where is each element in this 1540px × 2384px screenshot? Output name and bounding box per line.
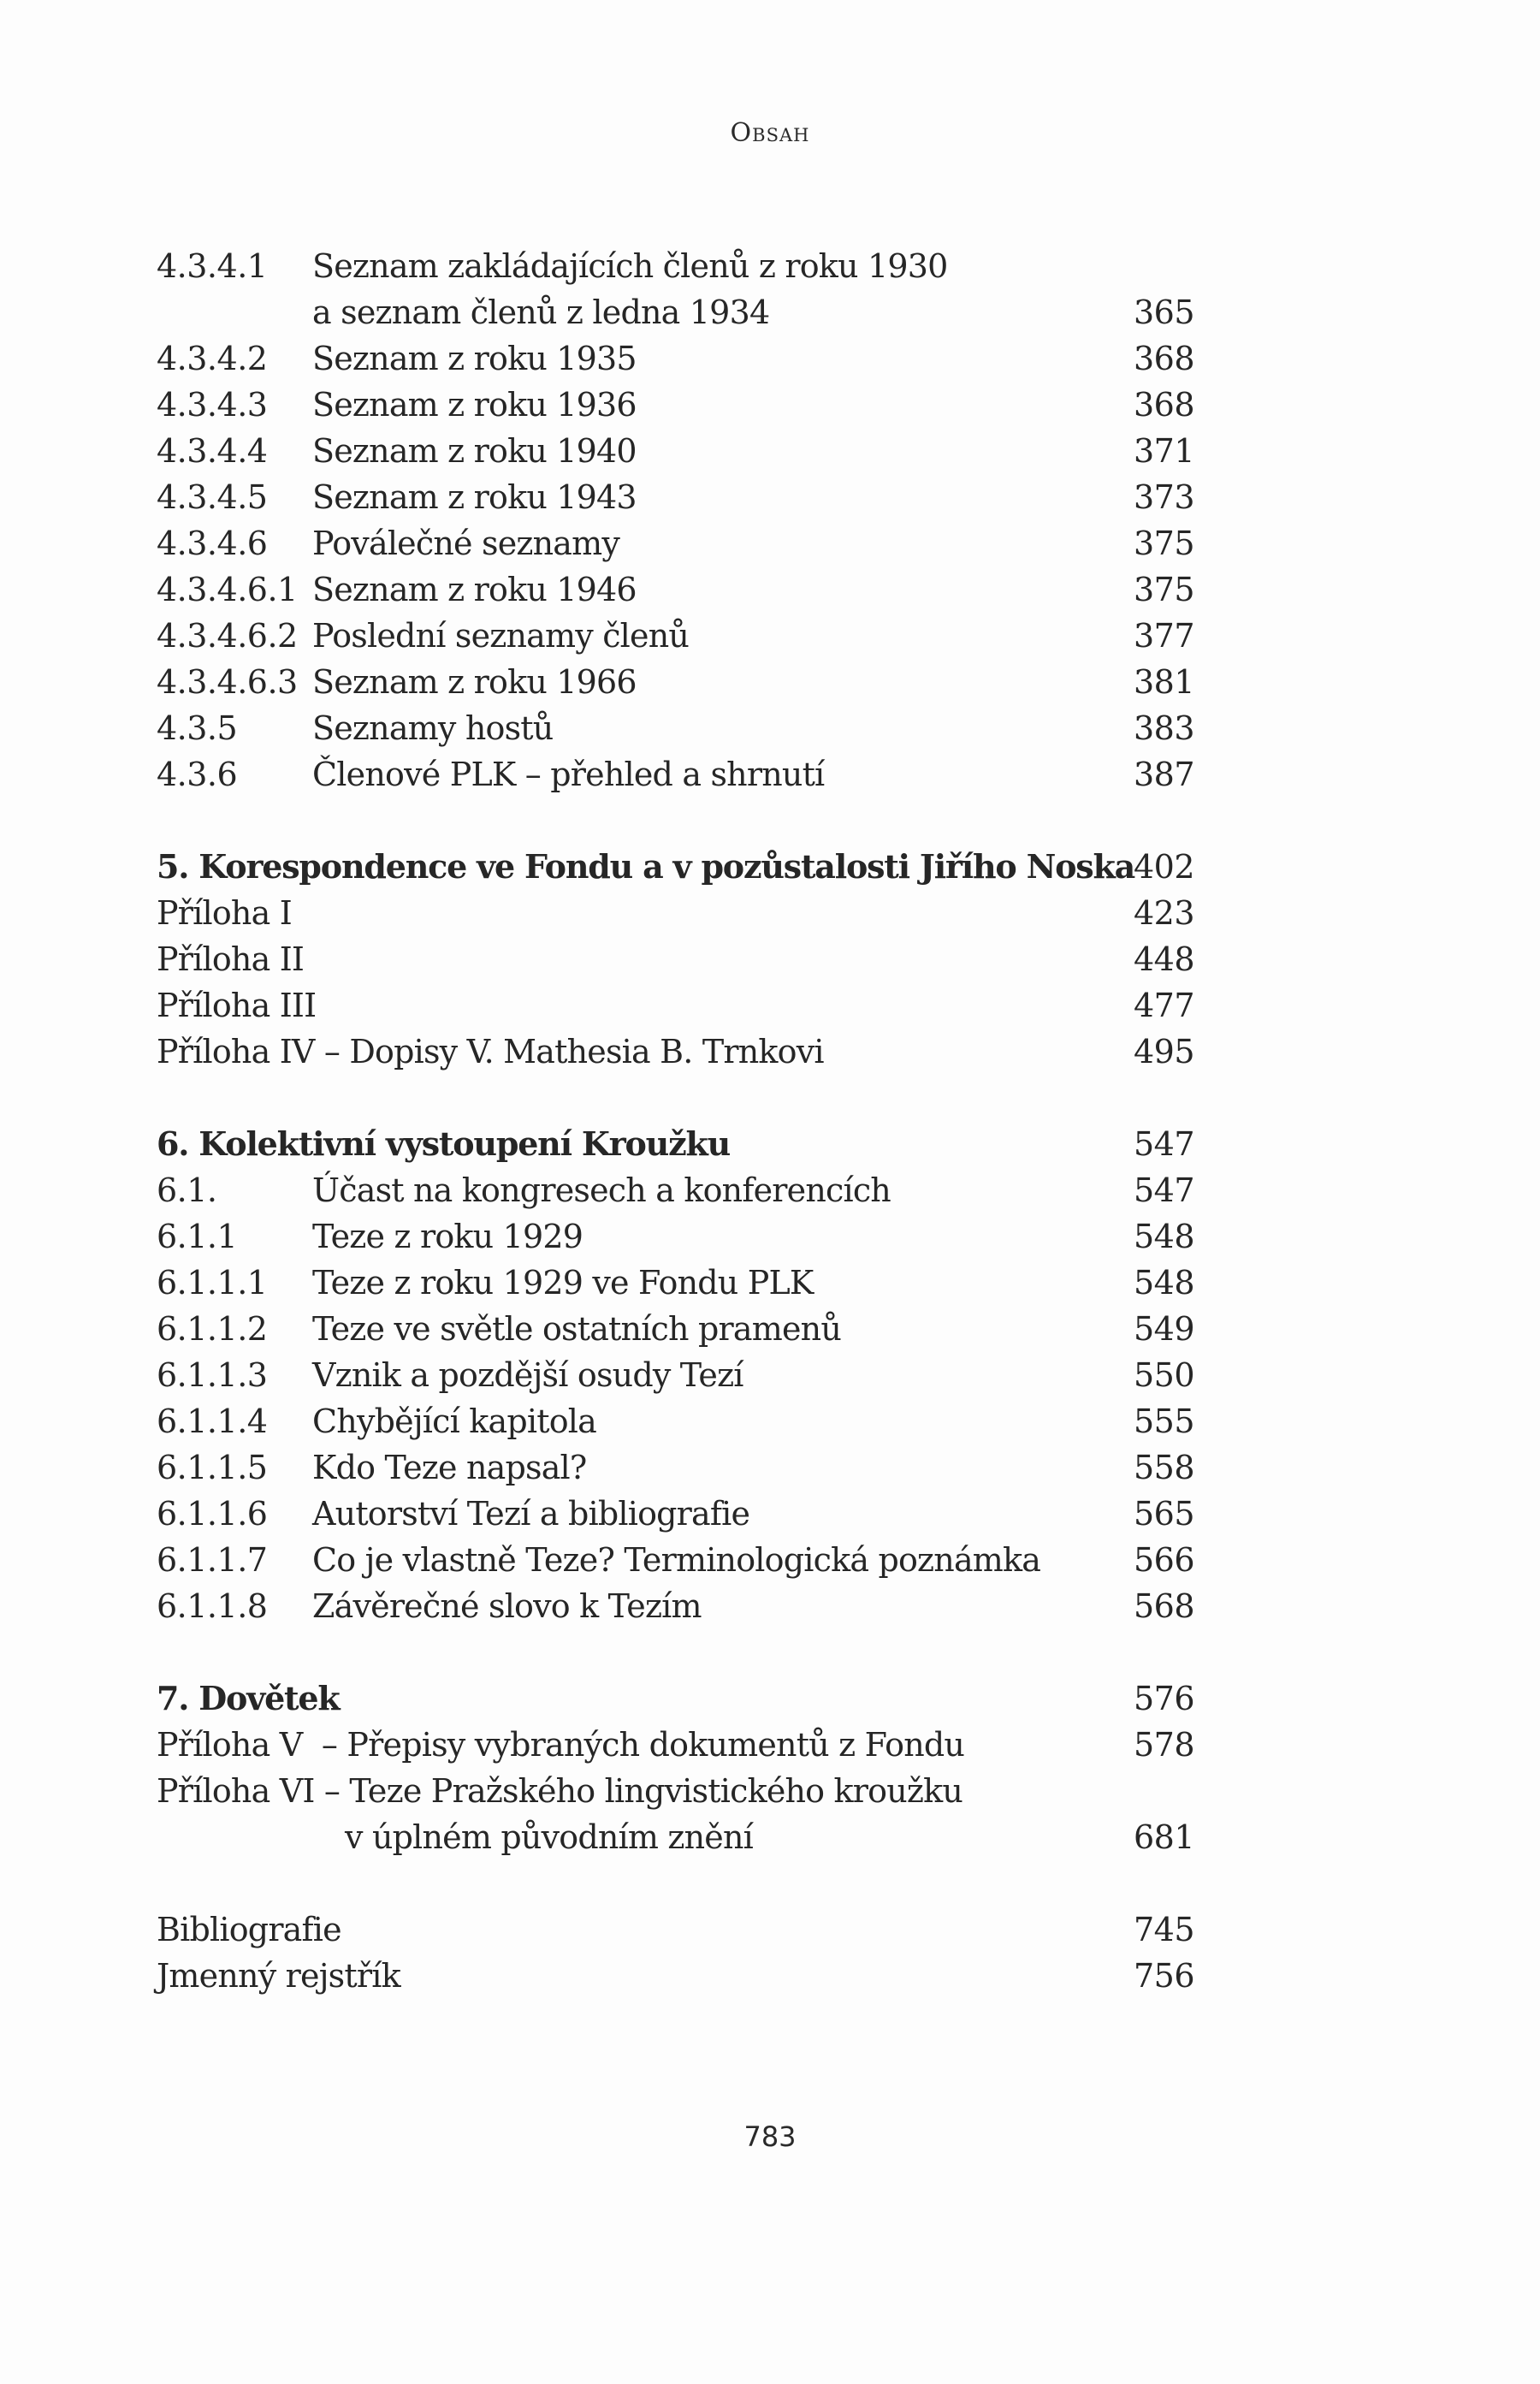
toc-entry-continuation[interactable] xyxy=(157,289,1194,335)
toc-entry[interactable] xyxy=(157,1537,1194,1583)
toc-entry-title: Kdo Teze napsal? xyxy=(312,1449,587,1486)
toc-entry-title: Jmenný rejstřík xyxy=(157,1957,400,1995)
toc-entry-page: 550 xyxy=(1133,1356,1194,1394)
toc-entry-appendix[interactable] xyxy=(157,1029,1194,1075)
toc-entry-title: Autorství Tezí a bibliografie xyxy=(312,1495,750,1533)
toc-entry-number: 6.1.1.3 xyxy=(157,1356,268,1394)
toc-entry-title: Teze z roku 1929 ve Fondu PLK xyxy=(312,1264,814,1302)
toc-entry-continuation[interactable] xyxy=(157,1814,1194,1860)
toc-entry-appendix[interactable] xyxy=(157,890,1194,936)
toc-entry-page: 387 xyxy=(1133,756,1194,793)
toc-entry-title: v úplném původním znění xyxy=(345,1818,753,1856)
toc-entry-title: Příloha I xyxy=(157,894,292,932)
page-number: 783 xyxy=(743,2120,797,2153)
toc-entry[interactable] xyxy=(157,1260,1194,1306)
section-spacer xyxy=(157,1860,1194,1907)
toc-entry-title: a seznam členů z ledna 1934 xyxy=(312,294,770,331)
toc-entry[interactable] xyxy=(157,1398,1194,1444)
toc-entry-appendix[interactable] xyxy=(157,982,1194,1029)
toc-entry[interactable] xyxy=(157,1306,1194,1352)
toc-entry-page: 423 xyxy=(1133,894,1194,932)
toc-entry[interactable] xyxy=(157,1583,1194,1629)
toc-entry-title: Seznam z roku 1940 xyxy=(312,432,637,470)
toc-chapter-title: 5. Korespondence ve Fondu a v pozůstalosti Jiřího Noska xyxy=(157,847,1135,886)
toc-entry-title: Seznamy hostů xyxy=(312,709,554,747)
toc-entry-number: 4.3.6 xyxy=(157,756,238,793)
toc-entry-number: 6.1.1 xyxy=(157,1218,238,1255)
toc-entry-number: 6.1.1.5 xyxy=(157,1449,268,1486)
toc-entry-page: 365 xyxy=(1133,294,1194,331)
toc-entry-page: 368 xyxy=(1133,340,1194,377)
toc-entry[interactable] xyxy=(157,474,1194,520)
toc-entry-number: 6.1.1.1 xyxy=(157,1264,268,1302)
toc-entry-page: 373 xyxy=(1133,478,1194,516)
toc-entry[interactable] xyxy=(157,566,1194,613)
toc-entry-title: Teze ve světle ostatních pramenů xyxy=(312,1310,842,1348)
toc-entry[interactable] xyxy=(157,520,1194,566)
toc-entry-page: 566 xyxy=(1133,1541,1194,1579)
toc-entry-page: 681 xyxy=(1133,1818,1194,1856)
toc-entry-title: Účast na kongresech a konferencích xyxy=(312,1171,891,1209)
section-spacer xyxy=(157,1075,1194,1121)
toc-entry-page: 578 xyxy=(1133,1726,1194,1764)
toc-entry[interactable] xyxy=(157,1444,1194,1491)
toc-entry-number: 6.1. xyxy=(157,1171,217,1209)
table-of-contents xyxy=(157,243,1194,1999)
toc-entry-page: 375 xyxy=(1133,525,1194,562)
toc-entry[interactable] xyxy=(157,705,1194,751)
toc-entry-page: 383 xyxy=(1133,709,1194,747)
toc-entry-title: Bibliografie xyxy=(157,1911,341,1948)
section-spacer xyxy=(157,798,1194,844)
toc-entry[interactable] xyxy=(157,613,1194,659)
toc-entry-number: 6.1.1.8 xyxy=(157,1587,268,1625)
toc-entry[interactable] xyxy=(157,243,1194,289)
toc-entry-number: 6.1.1.7 xyxy=(157,1541,268,1579)
toc-entry[interactable] xyxy=(157,1167,1194,1213)
toc-entry-number: 4.3.4.1 xyxy=(157,247,268,285)
toc-entry-title: Příloha V – Přepisy vybraných dokumentů z Fondu xyxy=(157,1726,965,1764)
toc-entry-title: Seznam z roku 1966 xyxy=(312,663,637,701)
toc-entry-number: 4.3.4.2 xyxy=(157,340,268,377)
toc-entry-title: Poslední seznamy členů xyxy=(312,617,690,655)
toc-entry-bibliography[interactable] xyxy=(157,1907,1194,1953)
toc-entry-page: 381 xyxy=(1133,663,1194,701)
toc-entry-title: Závěrečné slovo k Tezím xyxy=(312,1587,702,1625)
toc-entry-page: 495 xyxy=(1133,1033,1194,1070)
toc-entry-number: 4.3.4.4 xyxy=(157,432,268,470)
toc-entry-page: 756 xyxy=(1133,1957,1194,1995)
toc-entry-page: 448 xyxy=(1133,940,1194,978)
toc-entry-title: Poválečné seznamy xyxy=(312,525,620,562)
toc-entry-title: Seznam z roku 1946 xyxy=(312,571,637,608)
toc-entry-page: 565 xyxy=(1133,1495,1194,1533)
toc-entry-title: Seznam zakládajících členů z roku 1930 xyxy=(312,247,948,285)
toc-entry-number: 4.3.4.6 xyxy=(157,525,268,562)
toc-entry-title: Seznam z roku 1936 xyxy=(312,386,637,424)
toc-entry[interactable] xyxy=(157,751,1194,798)
toc-entry-title: Příloha IV – Dopisy V. Mathesia B. Trnkovi xyxy=(157,1033,824,1070)
page-header-title: Obsah xyxy=(730,118,810,148)
toc-entry-number: 4.3.4.6.2 xyxy=(157,617,298,655)
toc-entry[interactable] xyxy=(157,382,1194,428)
toc-chapter-title: 6. Kolektivní vystoupení Kroužku xyxy=(157,1124,731,1163)
toc-entry-page: 548 xyxy=(1133,1264,1194,1302)
toc-entry-title: Seznam z roku 1943 xyxy=(312,478,637,516)
toc-entry-page: 576 xyxy=(1133,1680,1194,1717)
toc-entry-number: 6.1.1.2 xyxy=(157,1310,268,1348)
toc-entry-page: 377 xyxy=(1133,617,1194,655)
toc-chapter-7[interactable] xyxy=(157,1675,1194,1722)
toc-entry[interactable] xyxy=(157,1491,1194,1537)
toc-entry-number: 6.1.1.4 xyxy=(157,1403,268,1440)
toc-entry-page: 549 xyxy=(1133,1310,1194,1348)
toc-entry-page: 547 xyxy=(1133,1125,1194,1163)
toc-entry[interactable] xyxy=(157,1213,1194,1260)
toc-entry[interactable] xyxy=(157,659,1194,705)
section-spacer xyxy=(157,1629,1194,1675)
toc-entry-appendix[interactable] xyxy=(157,936,1194,982)
toc-entry-number: 4.3.4.6.3 xyxy=(157,663,298,701)
toc-entry-name-index[interactable] xyxy=(157,1953,1194,1999)
toc-entry-number: 4.3.4.5 xyxy=(157,478,268,516)
toc-chapter-title: 7. Dovětek xyxy=(157,1679,340,1717)
toc-entry-appendix[interactable] xyxy=(157,1768,1194,1814)
toc-entry-title: Příloha III xyxy=(157,987,317,1024)
toc-entry-page: 548 xyxy=(1133,1218,1194,1255)
toc-entry-page: 558 xyxy=(1133,1449,1194,1486)
toc-entry-number: 6.1.1.6 xyxy=(157,1495,268,1533)
toc-entry[interactable] xyxy=(157,335,1194,382)
toc-entry-appendix[interactable] xyxy=(157,1722,1194,1768)
toc-entry-title: Seznam z roku 1935 xyxy=(312,340,637,377)
toc-entry-page: 555 xyxy=(1133,1403,1194,1440)
toc-entry-title: Vznik a pozdější osudy Tezí xyxy=(312,1356,743,1394)
toc-entry-page: 371 xyxy=(1133,432,1194,470)
toc-entry-page: 477 xyxy=(1133,987,1194,1024)
toc-entry-title: Teze z roku 1929 xyxy=(312,1218,583,1255)
toc-entry[interactable] xyxy=(157,428,1194,474)
toc-chapter-5[interactable] xyxy=(157,844,1194,890)
toc-entry-number: 4.3.5 xyxy=(157,709,238,747)
toc-entry-title: Chybějící kapitola xyxy=(312,1403,596,1440)
toc-entry-title: Členové PLK – přehled a shrnutí xyxy=(312,756,825,793)
toc-entry-number: 4.3.4.6.1 xyxy=(157,571,298,608)
toc-chapter-6[interactable] xyxy=(157,1121,1194,1167)
toc-entry-page: 745 xyxy=(1133,1911,1194,1948)
toc-entry-title: Příloha VI – Teze Pražského lingvistického kroužku xyxy=(157,1772,963,1810)
toc-entry-page: 547 xyxy=(1133,1171,1194,1209)
toc-entry-page: 375 xyxy=(1133,571,1194,608)
toc-entry-page: 568 xyxy=(1133,1587,1194,1625)
toc-entry-title: Příloha II xyxy=(157,940,305,978)
toc-entry-number: 4.3.4.3 xyxy=(157,386,268,424)
toc-entry-title: Co je vlastně Teze? Terminologická poznámka xyxy=(312,1541,1041,1579)
toc-entry[interactable] xyxy=(157,1352,1194,1398)
toc-entry-page: 368 xyxy=(1133,386,1194,424)
toc-entry-page: 402 xyxy=(1133,848,1194,886)
